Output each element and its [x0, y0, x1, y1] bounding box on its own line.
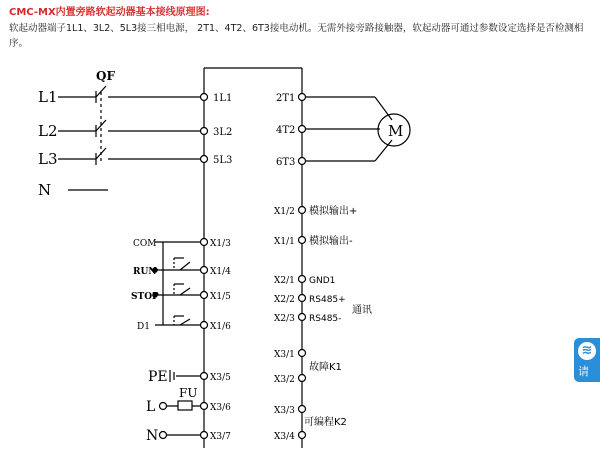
- terminal-x2-3: [299, 314, 306, 321]
- l-input-circle: [160, 403, 167, 410]
- terminal-5l3-label: 5L3: [213, 155, 233, 166]
- terminal-x3-6: [201, 403, 208, 410]
- side-chat-widget[interactable]: [574, 338, 600, 382]
- terminal-x3-2: [299, 375, 306, 382]
- comm-label: 通讯: [352, 305, 372, 316]
- terminal-x1-4-label: X1/4: [210, 267, 231, 277]
- terminal-x1-1-label: X1/1: [274, 237, 295, 247]
- programmable-k2-label: 可编程K2: [304, 417, 347, 428]
- fault-k1-label: 故障K1: [309, 362, 342, 373]
- pe-label: PE: [148, 369, 168, 385]
- terminal-x1-6-label: X1/6: [210, 322, 231, 332]
- terminal-1l1: [201, 94, 208, 101]
- analog-out-plus-label: 模拟输出+: [309, 206, 358, 217]
- terminal-x1-6: [201, 322, 208, 329]
- terminal-x2-1-label: X2/1: [274, 276, 295, 286]
- terminal-x3-1-label: X3/1: [274, 350, 295, 360]
- terminal-x2-2-label: X2/2: [274, 295, 295, 305]
- terminal-x1-1: [299, 237, 306, 244]
- terminal-6t3-label: 6T3: [276, 157, 296, 168]
- terminal-2t1: [299, 94, 306, 101]
- description-text: 软起动器端子1L1、3L2、5L3接三相电源， 2T1、4T2、6T3接电动机。无需外接旁路接触器，软起动器可通过参数设定选择是否检测相序。: [9, 23, 584, 49]
- terminal-x1-3: [201, 239, 208, 246]
- terminal-x3-4: [299, 432, 306, 439]
- terminal-x3-7: [201, 432, 208, 439]
- signal-stop-label: STOP: [131, 292, 159, 302]
- chat-icon: ≋: [578, 342, 596, 360]
- signal-com-label: COM: [133, 239, 157, 249]
- terminal-1l1-label: 1L1: [213, 93, 233, 104]
- fuse-label: FU: [179, 386, 198, 400]
- terminal-x3-3-label: X3/3: [274, 406, 295, 416]
- analog-out-minus-label: 模拟输出-: [309, 236, 353, 247]
- terminal-x3-6-label: X3/6: [210, 403, 231, 413]
- terminal-x1-4: [201, 267, 208, 274]
- terminal-x1-2-label: X1/2: [274, 207, 295, 217]
- rs485-minus-label: RS485-: [309, 314, 342, 324]
- terminal-6t3: [299, 158, 306, 165]
- fuse-symbol: [178, 401, 192, 410]
- side-widget-label: 请: [578, 365, 589, 378]
- gnd1-label: GND1: [309, 276, 336, 286]
- terminal-x2-1: [299, 276, 306, 283]
- n-power-label: N: [146, 428, 159, 444]
- terminal-2t1-label: 2T1: [276, 93, 296, 104]
- terminal-x3-5-label: X3/5: [210, 373, 231, 383]
- signal-d1-label: D1: [137, 322, 150, 332]
- terminal-4t2-label: 4T2: [276, 125, 296, 136]
- terminal-x3-3: [299, 406, 306, 413]
- l-power-label: L: [146, 399, 156, 415]
- terminal-3l2: [201, 128, 208, 135]
- terminal-x1-3-label: X1/3: [210, 239, 231, 249]
- terminal-3l2-label: 3L2: [213, 127, 233, 138]
- motor-label: M: [388, 122, 404, 140]
- signal-run-label: RUN: [133, 267, 157, 277]
- supply-l1-label: L1: [38, 88, 58, 106]
- terminal-x3-4-label: X3/4: [274, 432, 295, 442]
- terminal-x2-2: [299, 295, 306, 302]
- terminal-x1-5-label: X1/5: [210, 292, 231, 302]
- terminal-x3-7-label: X3/7: [210, 432, 231, 442]
- supply-l3-label: L3: [38, 150, 58, 168]
- terminal-x3-1: [299, 350, 306, 357]
- page-heading: CMC-MX内置旁路软起动器基本接线原理图:: [9, 7, 210, 18]
- n-input-circle: [160, 432, 167, 439]
- terminal-x1-5: [201, 292, 208, 299]
- breaker-label: QF: [96, 69, 115, 83]
- terminal-5l3: [201, 156, 208, 163]
- terminal-x2-3-label: X2/3: [274, 314, 295, 324]
- terminal-x3-5: [201, 373, 208, 380]
- rs485-plus-label: RS485+: [309, 295, 346, 305]
- supply-n-label: N: [38, 181, 52, 199]
- terminal-4t2: [299, 126, 306, 133]
- terminal-x3-2-label: X3/2: [274, 375, 295, 385]
- terminal-x1-2: [299, 207, 306, 214]
- supply-l2-label: L2: [38, 122, 58, 140]
